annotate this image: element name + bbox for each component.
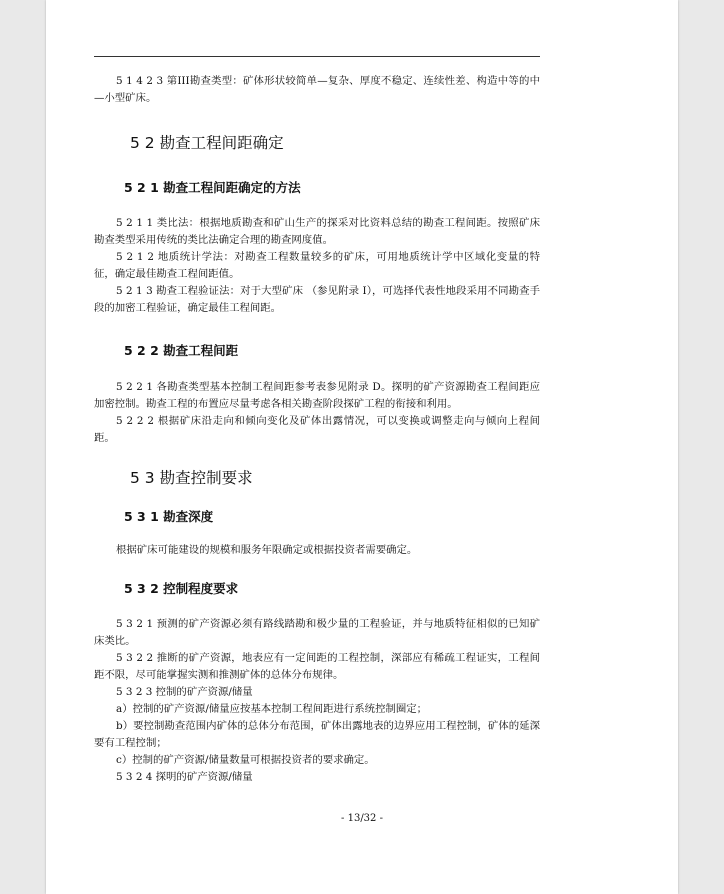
heading-5-2: 5 2 勘查工程间距确定 xyxy=(130,134,284,152)
paragraph-5-3-2-4: 5 3 2 4 探明的矿产资源/储量 xyxy=(116,771,253,783)
heading-5-3: 5 3 勘查控制要求 xyxy=(130,469,253,487)
paragraph-5-2-1-1: 5 2 1 1 类比法：根据地质勘查和矿山生产的探采对比资料总结的勘查工程间距。按照矿床勘查类型采用传统的类比法确定合理的勘查网度值。 xyxy=(94,217,540,246)
paragraph-5-2-1-3: 5 2 1 3 勘查工程验证法：对于大型矿床 （参见附录 I），可选择代表性地段采用不同勘查手段的加密工程验证，确定最佳工程间距。 xyxy=(94,285,540,314)
paragraph-5-2-2-1: 5 2 2 1 各勘查类型基本控制工程间距参考表参见附录 D。探明的矿产资源勘查工程间距应加密控制。勘查工程的布置应尽量考虑各相关勘查阶段探矿工程的衔接和利用。 xyxy=(94,381,540,410)
list-item-b: b）要控制勘查范围内矿体的总体分布范围，矿体出露地表的边界应用工程控制，矿体的延深要有工程控制； xyxy=(94,720,540,749)
heading-5-2-2: 5 2 2 勘查工程间距 xyxy=(124,343,239,358)
document-body xyxy=(94,73,540,786)
list-item-c: c）控制的矿产资源/储量数量可根据投资者的要求确定。 xyxy=(116,754,375,766)
paragraph-5-3-2-3: 5 3 2 3 控制的矿产资源/储量 xyxy=(116,686,253,698)
paragraph-5-3-2-2: 5 3 2 2 推断的矿产资源，地表应有一定间距的工程控制，深部应有稀疏工程证实，工程间距不限，尽可能掌握实测和推测矿体的总体分布规律。 xyxy=(94,652,540,681)
page-number: - 13/32 - xyxy=(341,813,383,824)
paragraph-5-2-1-2: 5 2 1 2 地质统计学法：对勘查工程数量较多的矿床，可用地质统计学中区域化变量的特征，确定最佳勘查工程间距值。 xyxy=(94,251,540,280)
heading-5-2-1: 5 2 1 勘查工程间距确定的方法 xyxy=(124,180,301,195)
paragraph-5-2-2-2: 5 2 2 2 根据矿床沿走向和倾向变化及矿体出露情况，可以变换或调整走向与倾向上程间距。 xyxy=(94,415,540,444)
paragraph-5-3-1: 根据矿床可能建设的规模和服务年限确定或根据投资者需要确定。 xyxy=(116,544,418,556)
list-item-a: a）控制的矿产资源/储量应按基本控制工程间距进行系统控制圈定； xyxy=(116,703,428,715)
paragraph-5-3-2-1: 5 3 2 1 预测的矿产资源必须有路线踏勘和极少量的工程验证，并与地质特征相似的已知矿床类比。 xyxy=(94,618,540,647)
header-rule xyxy=(94,56,540,57)
paragraph-5-1-4-2-3: 5 1 4 2 3 第III勘查类型：矿体形状较简单—复杂、厚度不稳定、连续性差、构造中等的中—小型矿床。 xyxy=(94,75,540,104)
heading-5-3-1: 5 3 1 勘查深度 xyxy=(124,509,214,524)
heading-5-3-2: 5 3 2 控制程度要求 xyxy=(124,581,239,596)
